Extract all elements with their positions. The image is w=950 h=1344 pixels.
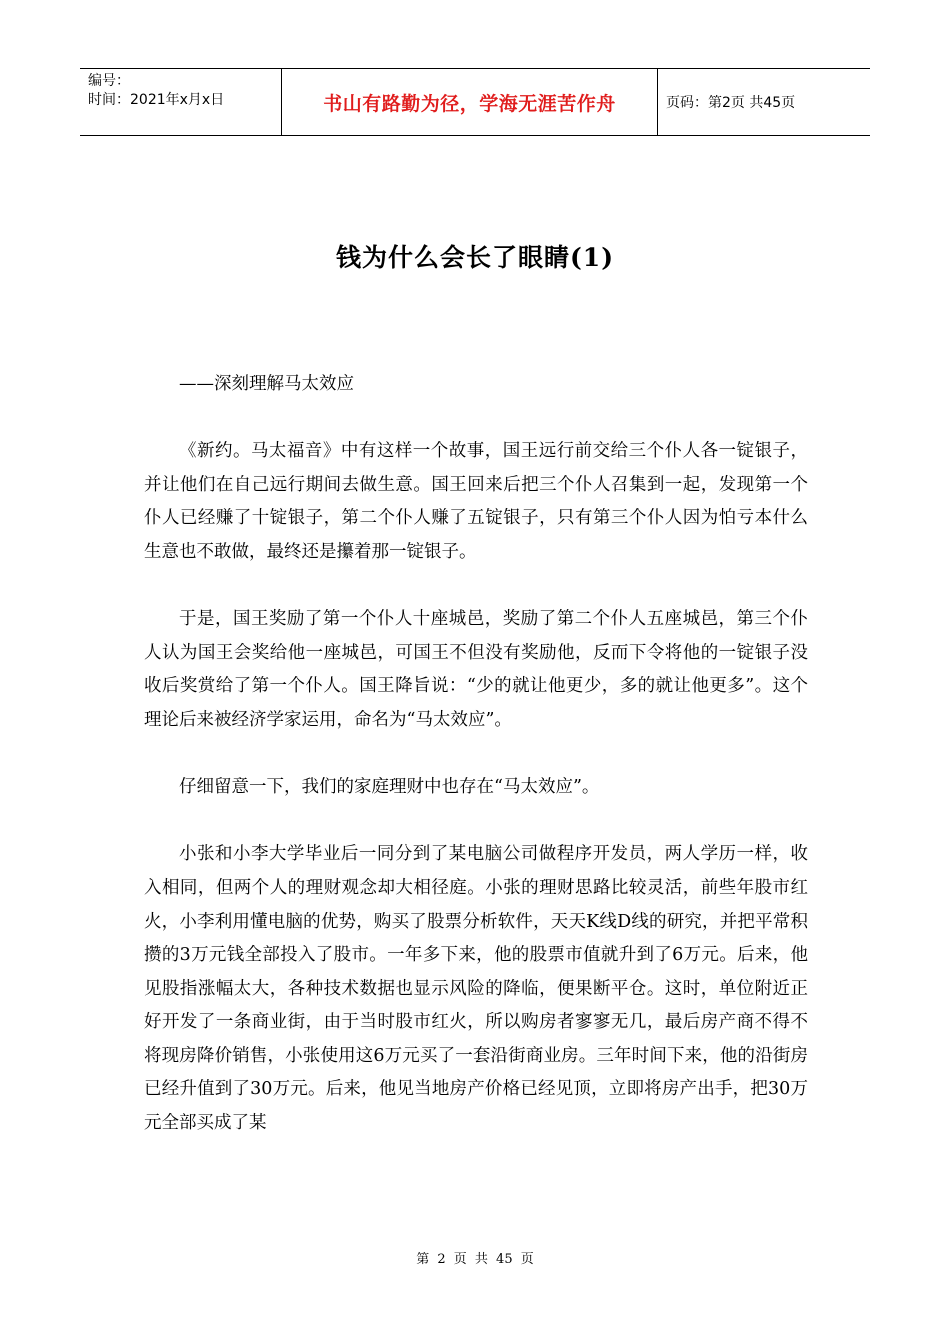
header-motto: 书山有路勤为径，学海无涯苦作舟 bbox=[282, 69, 658, 135]
time-label: 时间：2021年x月x日 bbox=[88, 92, 225, 108]
paragraph-3: 仔细留意一下，我们的家庭理财中也存在“马太效应”。 bbox=[179, 777, 600, 798]
number-label: 编号： bbox=[88, 73, 130, 89]
page-footer: 第 2 页 共 45 页 bbox=[416, 1252, 534, 1267]
document-body bbox=[144, 368, 808, 1141]
paragraph-1: 《新约。马太福音》中有这样一个故事，国王远行前交给三个仆人各一锭银子，并让他们在自己远行期间去做生意。国王回来后把三个仆人召集到一起，发现第一个仆人已经赚了十锭银子，第二个仆人赚了五锭银子，只有第三个仆人因为怕亏本什么生意也不敢做，最终还是攥着那一锭银子。 bbox=[144, 441, 808, 562]
document-title: 钱为什么会长了眼睛(1) bbox=[335, 243, 615, 272]
header-meta-cell bbox=[80, 69, 282, 135]
document-header bbox=[80, 68, 870, 136]
paragraph-2: 于是，国王奖励了第一个仆人十座城邑，奖励了第二个仆人五座城邑，第三个仆人认为国王会奖给他一座城邑，可国王不但没有奖励他，反而下令将他的一锭银子没收后奖赏给了第一个仆人。国王降旨说：“少的就让他更少，多的就让他更多”。这个理论后来被经济学家运用，命名为“马太效应”。 bbox=[144, 609, 808, 730]
header-page-info: 页码：第2页 共45页 bbox=[666, 95, 796, 111]
paragraph-4: 小张和小李大学毕业后一同分到了某电脑公司做程序开发员，两人学历一样，收入相同，但两个人的理财观念却大相径庭。小张的理财思路比较灵活，前些年股市红火，小李利用懂电脑的优势，购买了股票分析软件，天天K线D线的研究，并把平常积攒的3万元钱全部投入了股市。一年多下来，他的股票市值就升到了6万元。后来，他见股指涨幅太大，各种技术数据也显示风险的降临，便果断平仓。这时，单位附近正好开发了一条商业街，由于当时股市红火，所以购房者寥寥无几，最后房产商不得不将现房降价销售，小张使用这6万元买了一套沿街商业房。三年时间下来，他的沿街房已经升值到了30万元。后来，他见当地房产价格已经见顶，立即将房产出手，把30万元全部买成了某 bbox=[144, 844, 808, 1134]
document-subtitle: ——深刻理解马太效应 bbox=[179, 374, 354, 394]
